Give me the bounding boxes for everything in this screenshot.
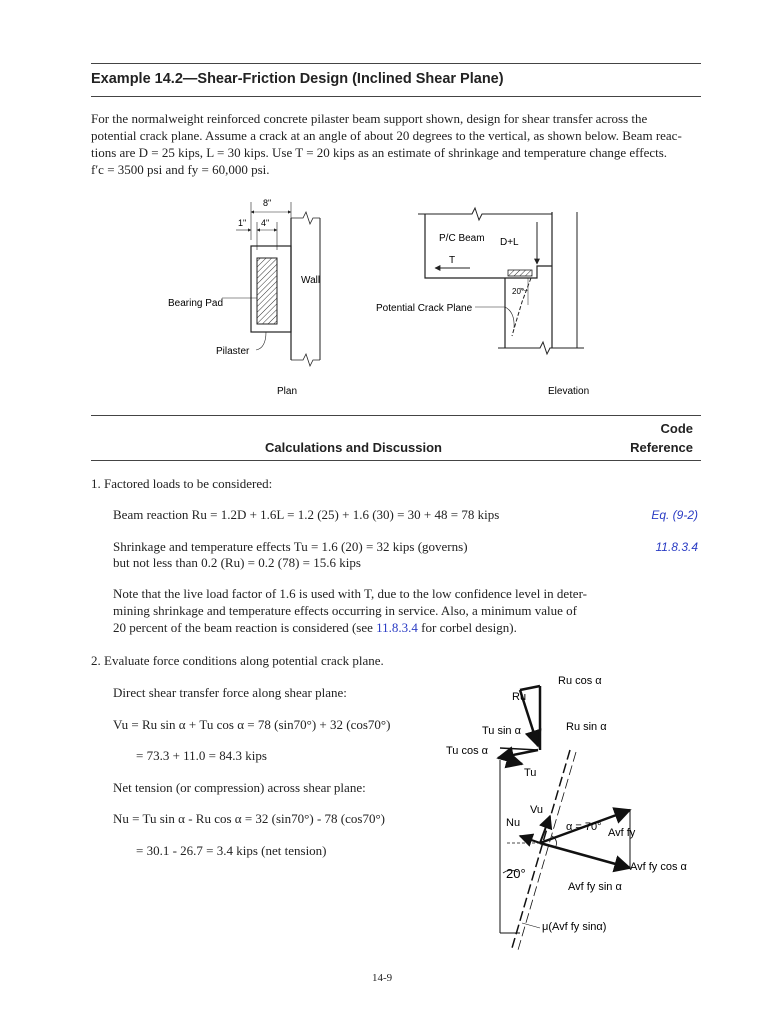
angle-label: 20° <box>512 287 525 296</box>
code-header: Code <box>660 421 693 436</box>
note-line-3-end: for corbel design). <box>417 620 517 635</box>
avf-cos-label: Avf fy cos α <box>630 861 687 873</box>
plan-elevation-figure <box>0 190 768 410</box>
ru-sin-label: Ru sin α <box>566 721 607 733</box>
nu-equation: Nu = Tu sin α - Ru cos α = 32 (sin70°) - 78 (cos70°) <box>113 811 385 826</box>
nu-label: Nu <box>506 817 521 829</box>
crack-plane-label: Potential Crack Plane <box>376 303 473 314</box>
dim-8-label: 8" <box>263 198 272 208</box>
ru-label: Ru <box>512 691 527 703</box>
dim-4-label: 4" <box>261 218 270 228</box>
note-line-3 <box>113 620 517 636</box>
intro-line-2: potential crack plane. Assume a crack at an angle of about 20 degrees to the vertical, as shown below. Beam reac- <box>91 128 682 143</box>
tu-label: Tu <box>524 767 537 779</box>
ref-11-8-3-4[interactable]: 11.8.3.4 <box>655 540 698 554</box>
angle-20-label: 20° <box>506 866 526 881</box>
net-tension-text: Net tension (or compression) across shear plane: <box>113 780 366 795</box>
title-rule <box>91 96 701 97</box>
pilaster-label: Pilaster <box>216 346 250 357</box>
section-rule <box>91 415 701 416</box>
corbel-ref-link[interactable]: 11.8.3.4 <box>376 620 418 635</box>
header-rule <box>91 460 701 461</box>
page-title: Example 14.2—Shear-Friction Design (Inclined Shear Plane) <box>91 71 504 87</box>
intro-line-1: For the normalweight reinforced concrete pilaster beam support shown, design for shear transfer across the <box>91 111 648 126</box>
page-number: 14-9 <box>372 972 393 984</box>
eq-9-2-ref[interactable]: Eq. (9-2) <box>651 508 698 522</box>
tu-sin-label: Tu sin α <box>482 725 521 737</box>
top-rule <box>91 63 701 64</box>
beam-reaction-eq: Beam reaction Ru = 1.2D + 1.6L = 1.2 (25) + 1.6 (30) = 30 + 48 = 78 kips <box>113 507 500 522</box>
note-line-1: Note that the live load factor of 1.6 is used with T, due to the low confidence level in deter- <box>113 586 587 601</box>
intro-line-3: tions are D = 25 kips, L = 30 kips. Use T = 20 kips as an estimate of shrinkage and temperature change effects. <box>91 145 668 160</box>
step-2-heading: 2. Evaluate force conditions along potential crack plane. <box>91 653 384 668</box>
ru-cos-label: Ru cos α <box>558 675 602 687</box>
pc-beam-label: P/C Beam <box>439 233 485 244</box>
dim-1-label: 1" <box>238 218 247 228</box>
alpha-label: α = 70° <box>566 821 602 833</box>
nu-result: = 30.1 - 26.7 = 3.4 kips (net tension) <box>136 843 327 858</box>
avf-sin-label: Avf fy sin α <box>568 881 622 893</box>
intro-line-4: f′c = 3500 psi and fy = 60,000 psi. <box>91 162 270 177</box>
shrinkage-eq: Shrinkage and temperature effects Tu = 1.6 (20) = 32 kips (governs) <box>113 539 468 554</box>
vu-equation: Vu = Ru sin α + Tu cos α = 78 (sin70°) + 32 (cos70°) <box>113 717 391 732</box>
shrinkage-min: but not less than 0.2 (Ru) = 0.2 (78) = 15.6 kips <box>113 555 361 570</box>
elevation-caption: Elevation <box>548 386 590 397</box>
elevation-drawing <box>418 208 584 354</box>
friction-label: μ(Avf fy sinα) <box>542 921 607 933</box>
direct-shear-text: Direct shear transfer force along shear plane: <box>113 685 347 700</box>
t-label: T <box>449 255 456 266</box>
note-line-3-start: 20 percent of the beam reaction is considered (see <box>113 620 377 635</box>
vu-label: Vu <box>530 804 544 816</box>
avf-fy-label: Avf fy <box>608 827 636 839</box>
force-diagram <box>440 668 720 958</box>
reference-header: Reference <box>630 440 693 455</box>
note-line-2: mining shrinkage and temperature effects occurring in service. Also, a minimum value of <box>113 603 578 618</box>
calc-header: Calculations and Discussion <box>265 440 442 455</box>
step-1-heading: 1. Factored loads to be considered: <box>91 476 273 491</box>
dl-label: D+L <box>500 237 519 248</box>
vu-result: = 73.3 + 11.0 = 84.3 kips <box>136 748 267 763</box>
wall-label: Wall <box>301 275 321 286</box>
plan-caption: Plan <box>277 386 298 397</box>
bearing-pad-label: Bearing Pad <box>168 298 224 309</box>
tu-cos-label: Tu cos α <box>446 745 489 757</box>
